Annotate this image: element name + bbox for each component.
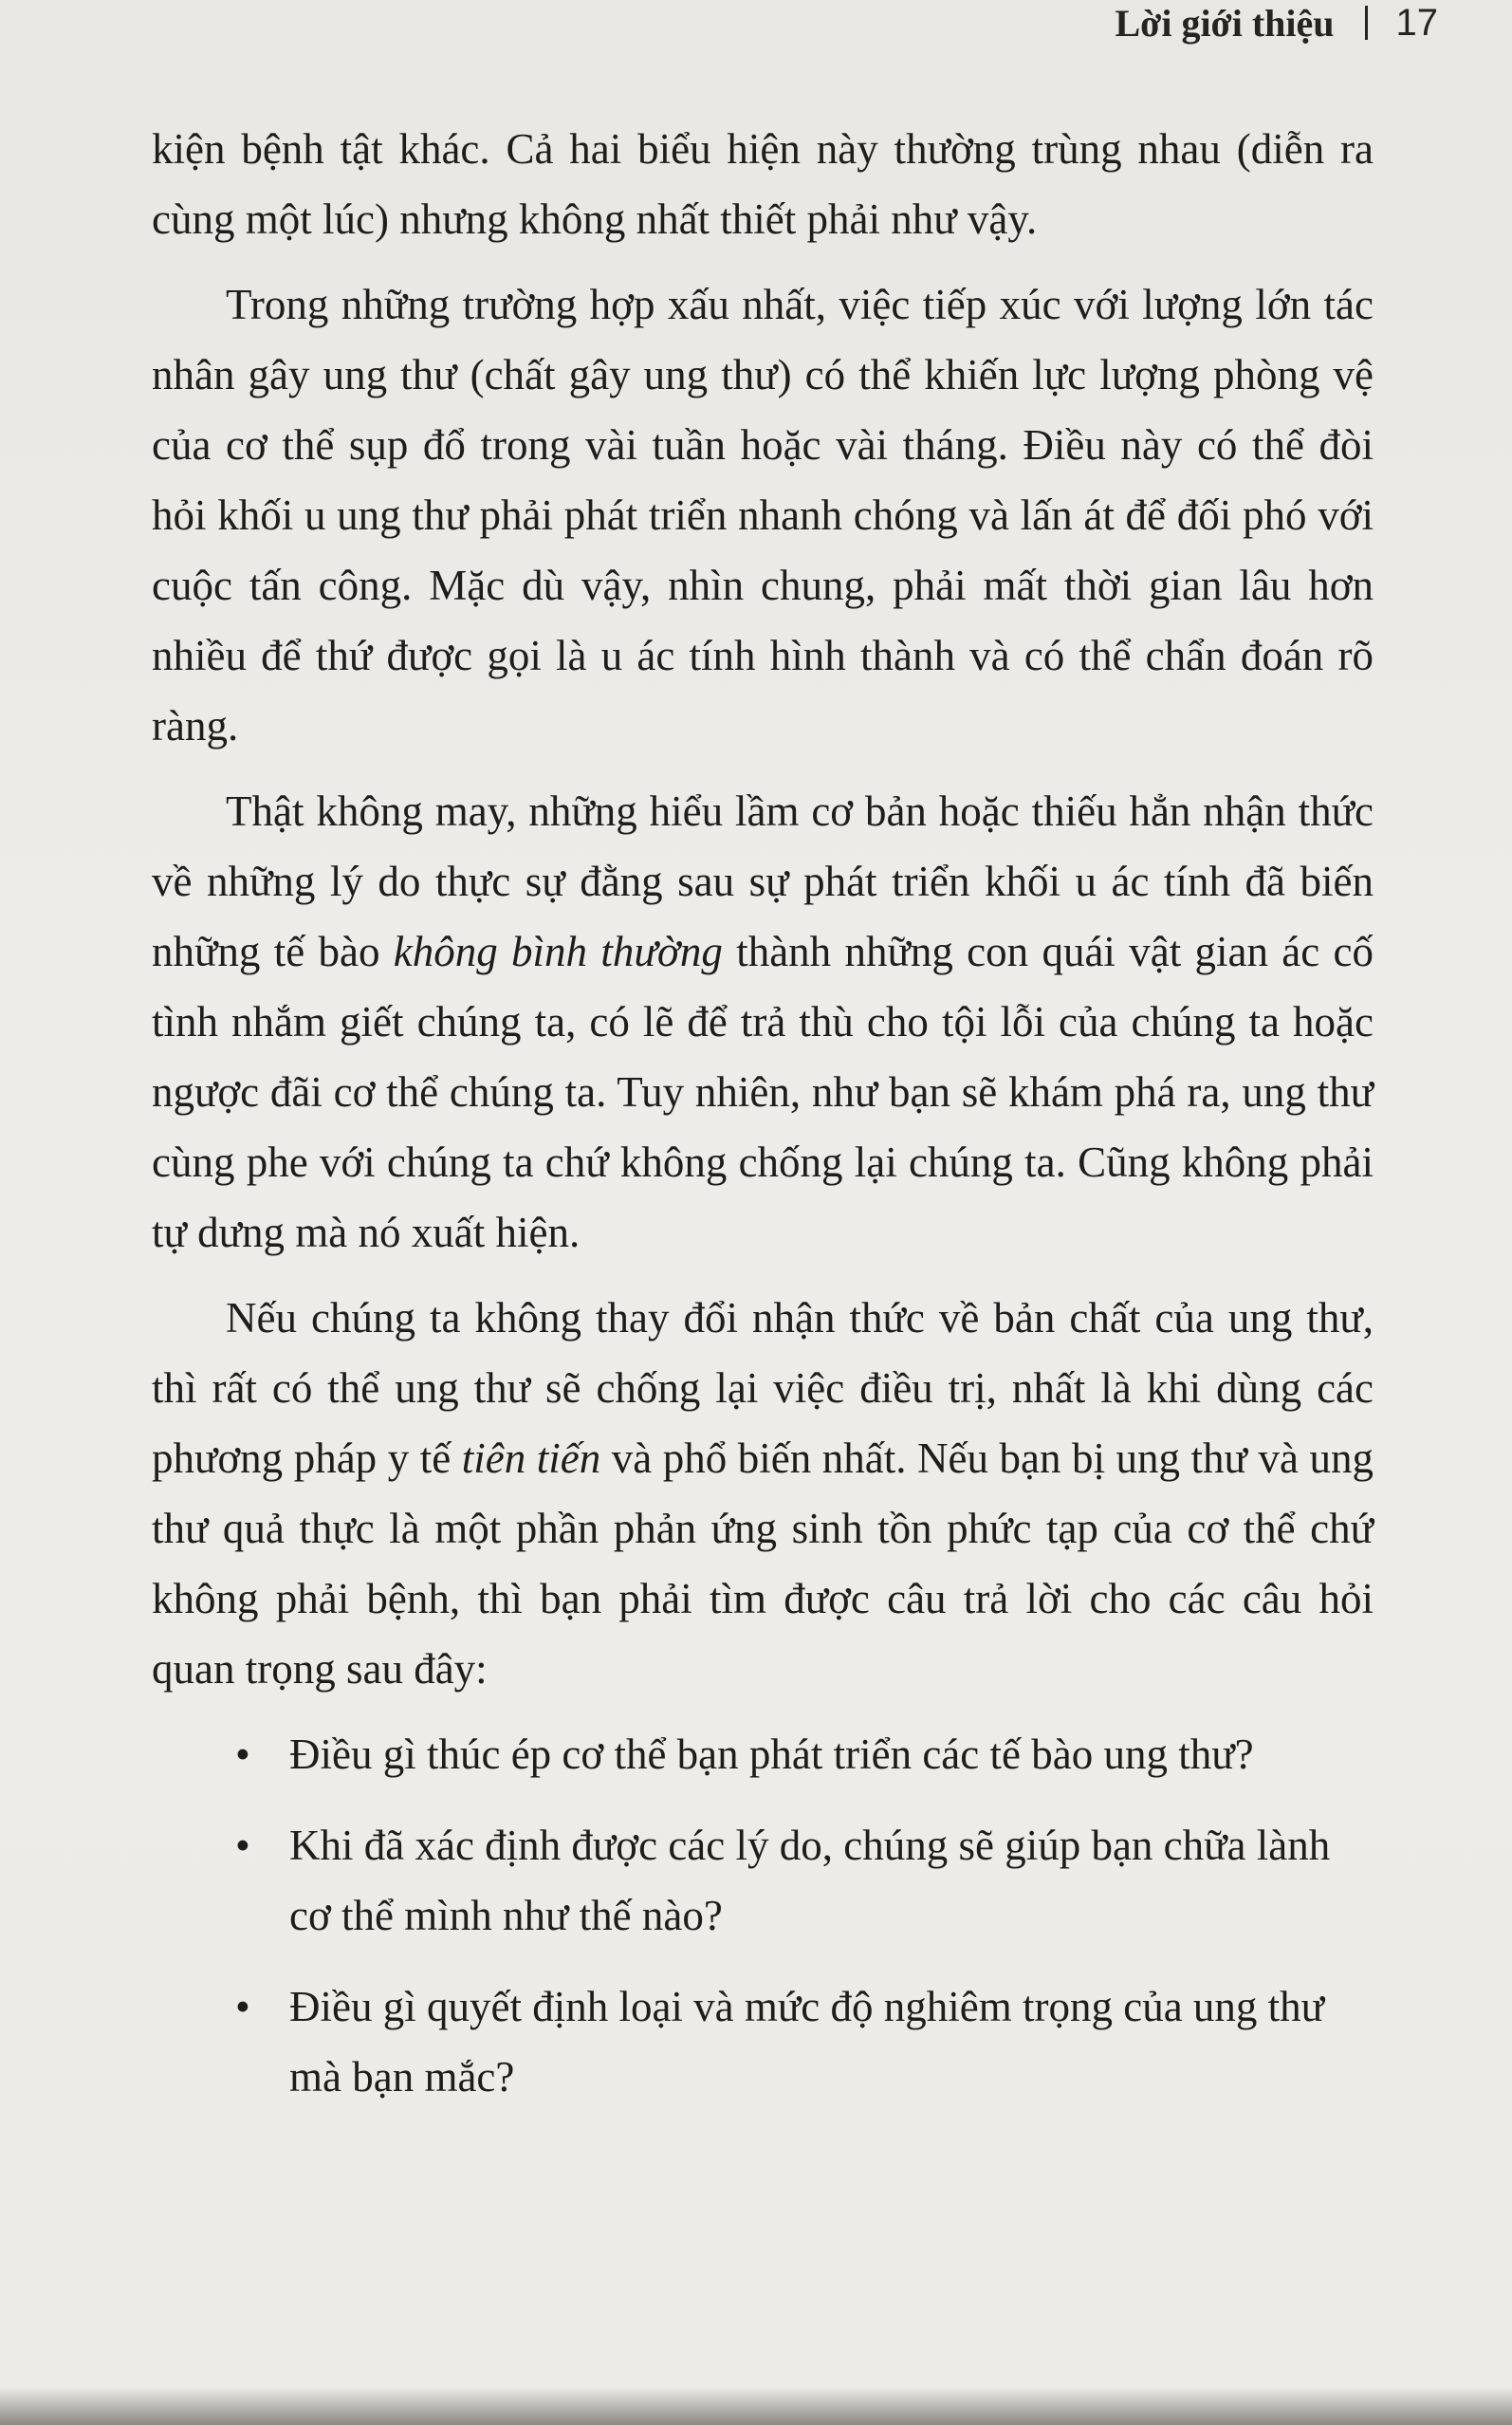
text-run: kiện bệnh tật khác. Cả hai biểu hiện này thường trùng nhau (diễn ra cùng một lúc) nhưng không nhất thiết phải như vậy. [152, 125, 1374, 243]
chapter-title: Lời giới thiệu [1115, 1, 1335, 45]
text-run: Nếu chúng ta không thay đổi nhận thức về bản chất của ung thư, thì rất có thể ung thư sẽ chống lại việc điều trị, nhất là khi dùng các phương pháp y tế [152, 1294, 1374, 1482]
page-number: 17 [1395, 1, 1438, 44]
text-run: Thật không may, những hiểu lầm cơ bản hoặc thiếu hẳn nhận thức về những lý do thực sự đằng sau sự phát triển khối u ác tính đã biến những tế bào [152, 787, 1374, 975]
question-text: Điều gì thúc ép cơ thể bạn phát triển các tế bào ung thư? [289, 1731, 1254, 1778]
paragraph-continued [152, 114, 1374, 254]
page-edge-shadow [0, 2387, 1512, 2425]
question-item [152, 1719, 1374, 1789]
italic-phrase: không bình thường [393, 928, 723, 975]
header-separator [1365, 6, 1368, 40]
paragraph-perception [152, 1283, 1374, 1704]
question-item [152, 1971, 1374, 2112]
paragraph-worst-cases [152, 269, 1374, 761]
text-run: Trong những trường hợp xấu nhất, việc tiếp xúc với lượng lớn tác nhân gây ung thư (chất gây ung thư) có thể khiến lực lượng phòng vệ của cơ thể sụp đổ trong vài tuần hoặc vài tháng. Điều này có thể đòi hỏi khối u ung thư phải phát triển nhanh chóng và lấn át để đối phó với cuộc tấn công. Mặc dù vậy, nhìn chung, phải mất thời gian lâu hơn nhiều để thứ được gọi là u ác tính hình thành và có thể chẩn đoán rõ ràng. [152, 281, 1374, 750]
question-list [152, 1719, 1374, 2112]
question-item [152, 1810, 1374, 1951]
bullet-marker: • [235, 1822, 250, 1869]
bullet-marker: • [235, 1983, 250, 2030]
bullet-marker: • [235, 1731, 250, 1778]
page-body [152, 114, 1374, 2133]
running-header [1116, 0, 1439, 46]
italic-phrase: tiên tiến [461, 1435, 601, 1482]
question-text: Điều gì quyết định loại và mức độ nghiêm trọng của ung thư mà bạn mắc? [289, 1983, 1325, 2101]
paragraph-misconceptions [152, 776, 1374, 1268]
text-run: thành những con quái vật gian ác cố tình nhắm giết chúng ta, có lẽ để trả thù cho tội lỗi của chúng ta hoặc ngược đãi cơ thể chúng ta. Tuy nhiên, như bạn sẽ khám phá ra, ung thư cùng phe với chúng ta chứ không chống lại chúng ta. Cũng không phải tự dưng mà nó xuất hiện. [152, 928, 1374, 1256]
question-text: Khi đã xác định được các lý do, chúng sẽ giúp bạn chữa lành cơ thể mình như thế nào? [289, 1822, 1331, 1939]
text-run: và phổ biến nhất. Nếu bạn bị ung thư và ung thư quả thực là một phần phản ứng sinh tồn phức tạp của cơ thể chứ không phải bệnh, thì bạn phải tìm được câu trả lời cho các câu hỏi quan trọng sau đây: [152, 1435, 1374, 1693]
